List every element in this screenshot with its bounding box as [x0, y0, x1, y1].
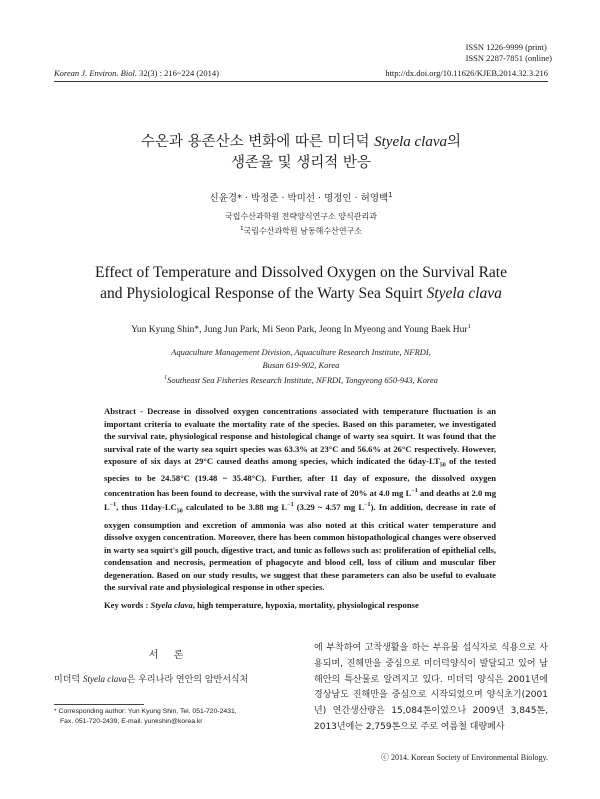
- korean-author-sup: 1: [388, 190, 393, 199]
- issn-online: ISSN 2287-7851 (online): [465, 53, 552, 63]
- section-title-intro: 서 론: [148, 650, 190, 661]
- korean-aff2: 국립수산과학원 남동해수산연구소: [243, 226, 363, 236]
- english-aff1-line1: Aquaculture Management Division, Aquaculture Research Institute, NFRDI,: [171, 347, 431, 357]
- abstract-sub-1: 50: [439, 462, 446, 469]
- intro-left-post: 은 우리나라 연안의 암반서식처: [126, 675, 249, 685]
- abstract-text-5: calculated to be 3.88 mg L: [182, 502, 288, 513]
- intro-right-column: 에 부착하여 고착생활을 하는 부유물 섭식자로 식용으로 사용되며, 진해만을 중심으로 미더덕양식이 발달되고 있어 남해안의 특산물로 알려지고 있다. 미더덕 양식은 2001년에 경상남도 진해만을 중심으로 시작되었으며 양식초기(2001년) 연간생산량은 15,084톤이었으나 2009년 3,845톤, 2013년에는 2,759톤으로 주로 여름철 대량폐사: [314, 643, 548, 732]
- doi-link[interactable]: http://dx.doi.org/10.11626/KJEB.2014.32.3.216: [385, 68, 548, 78]
- english-authors: [54, 323, 548, 335]
- english-title: [54, 262, 548, 304]
- abstract-text-6: (3.29 ~ 4.57 mg L: [293, 502, 365, 513]
- korean-title-part1: 수온과 용존산소 변화에 따른 미더덕: [140, 134, 375, 150]
- abstract-sub-2: 50: [176, 508, 183, 515]
- english-aff1-line2: Busan 619-902, Korea: [262, 360, 340, 370]
- english-title-species: Styela clava: [426, 285, 502, 302]
- abstract: [104, 405, 496, 594]
- english-author-list: Yun Kyung Shin*, Jung Jun Park, Mi Seon Park, Jeong In Myeong and Young Baek Hur: [131, 325, 468, 336]
- abstract-sup-4: −1: [364, 502, 371, 509]
- korean-aff2-sup: 1: [239, 226, 244, 232]
- intro-left-species: Styela clava: [82, 674, 127, 684]
- issn-block: [466, 42, 552, 64]
- english-aff2-sup: 1: [164, 375, 168, 381]
- abstract-text-2: of the tested species to be 24.58°C (19.48 ~ 35.48°C). Further, after 11 day of exposure, the dissolved oxygen concentration has been found to decrease, with the survival rate of 20% at 4.0 mg L: [104, 456, 496, 498]
- header-rule: [54, 81, 548, 82]
- korean-title-species: Styela clava: [374, 134, 448, 150]
- korean-aff1: 국립수산과학원 전략양식연구소 양식관리과: [225, 212, 377, 221]
- english-title-line2: and Physiological Response of the Warty Sea Squirt: [100, 285, 427, 302]
- corresponding-footnote: [54, 707, 294, 726]
- abstract-sup-3: −1: [287, 502, 294, 509]
- issn-print: ISSN 1226-9999 (print): [465, 42, 547, 52]
- english-author-sup: 1: [467, 323, 471, 330]
- footnote-line2: Fax. 051-720-2439, E-mail. yunkshin@korea.kr: [60, 717, 203, 725]
- abstract-label: Abstract: [104, 406, 136, 416]
- journal-name: Korean J. Environ. Biol.: [54, 68, 137, 78]
- abstract-text-3: and deaths at 2.0 mg L: [104, 487, 496, 513]
- keywords-species: Styela clava: [150, 600, 193, 610]
- english-affiliations: [54, 346, 548, 387]
- abstract-text-4: , thus 11day-LC: [116, 502, 177, 513]
- english-title-line1: Effect of Temperature and Dissolved Oxygen on the Survival Rate: [95, 264, 507, 281]
- copyright: ⓒ 2014. Korean Society of Environmental Biology.: [380, 753, 548, 762]
- english-aff2: Southeast Sea Fisheries Research Institute, NFRDI, Tongyeong 650-943, Korea: [167, 374, 438, 385]
- abstract-text-7: ). In addition, decrease in rate of oxygen consumption and excretion of ammonia was also noted at this critical water temperature and dissolve oxygen concentration. Moreover, there has been common histopathological changes were observed in warty sea squirt's gill pouch, digestive tract, and tunic as follows such as: proliferation of epithelial cells, condensation and necrosis, permeation of phagocyte and blood cell, loss of cilium and muscular fiber degeneration. Based on our study results, we suggest that these parameters can also be useful to evaluate the survival rate and physiological response in other species.: [104, 502, 496, 593]
- journal-volume: 32(3) : 216~224 (2014): [139, 68, 219, 78]
- keywords-label: Key words :: [104, 600, 151, 610]
- korean-title: [54, 132, 548, 174]
- footnote-line1: * Corresponding author: Yun Kyung Shin, Tel. 051-720-2431,: [54, 708, 237, 715]
- korean-title-line2: 생존율 및 생리적 반응: [231, 155, 371, 171]
- abstract-text-1: - Decrease in dissolved oxygen concentrations associated with temperature fluctuation is an important criteria to evaluate the mortality rate of the species. Based on this parameter, we investigated the survival rate, physiological response and histological change of warty sea squirt. It was found that the survival rate of the warty sea squirt species was 63.3% at 23°C and 56.6% at 26°C respectively. However, exposure of six days at 29°C caused deaths among species, which indicated the 6day-LT: [104, 406, 496, 467]
- intro-left-pre: 미더덕: [54, 675, 83, 685]
- footnote-rule: [54, 704, 144, 705]
- korean-title-part2: 의: [447, 134, 462, 150]
- keywords-list: , high temperature, hypoxia, mortality, physiological response: [192, 600, 419, 610]
- korean-authors: [54, 190, 548, 204]
- journal-citation: [54, 68, 219, 78]
- intro-left-column: [54, 672, 286, 685]
- abstract-sup-2: −1: [109, 502, 117, 509]
- running-header: [54, 68, 548, 78]
- korean-author-list: 신윤경* · 박정준 · 박미선 · 명정인 · 허영백: [209, 193, 389, 204]
- korean-affiliations: [54, 211, 548, 238]
- abstract-sup-1: −1: [411, 488, 418, 494]
- keywords: [104, 600, 496, 610]
